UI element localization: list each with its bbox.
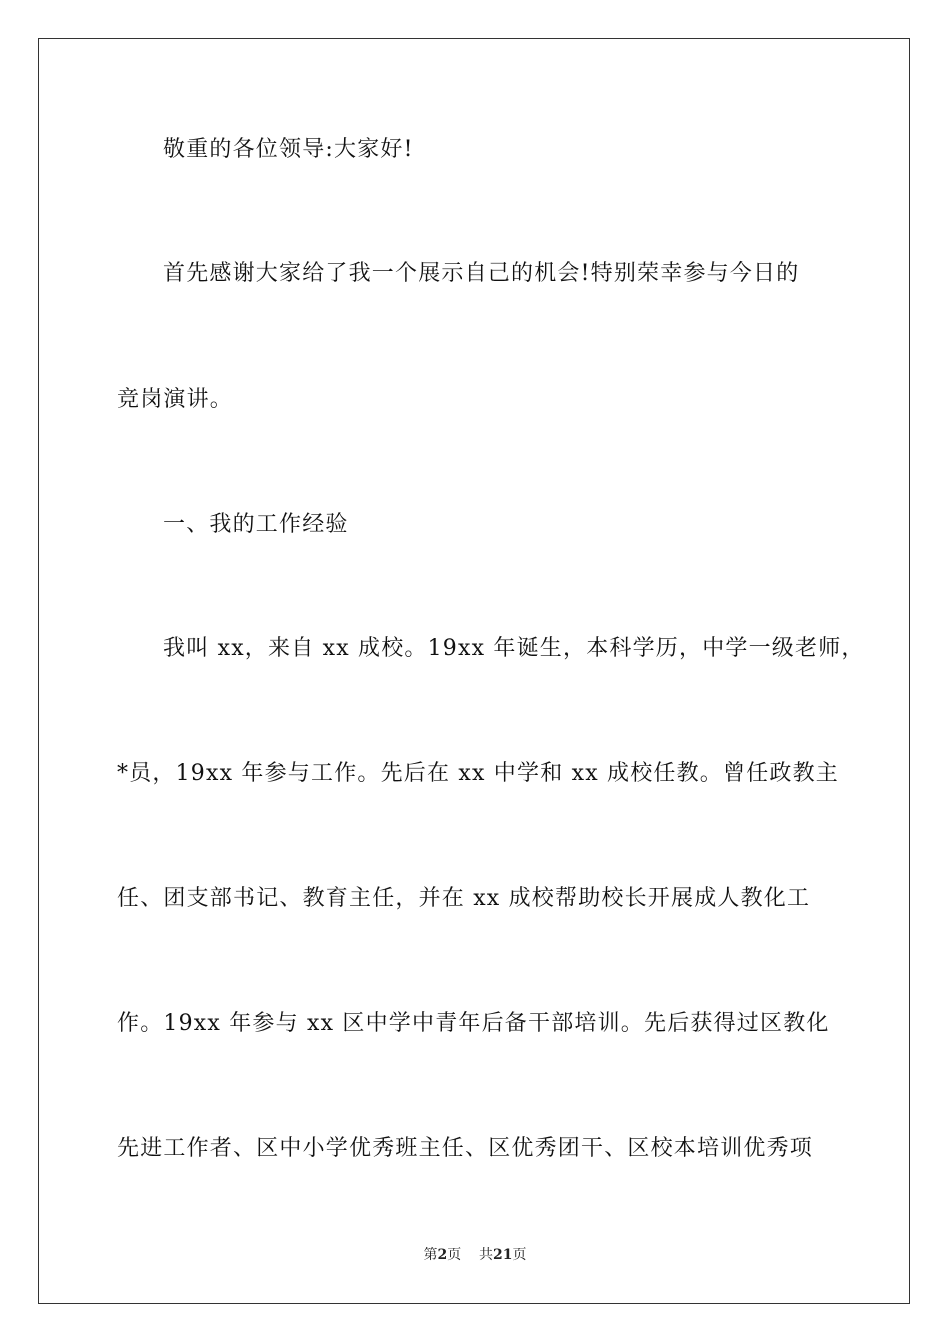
paragraph-line: 作。19xx 年参与 xx 区中学中青年后备干部培训。先后获得过区教化 bbox=[117, 1011, 830, 1036]
paragraph-line: 先进工作者、区中小学优秀班主任、区优秀团干、区校本培训优秀项 bbox=[117, 1136, 814, 1161]
page-footer bbox=[0, 1245, 950, 1265]
total-page-number: 21 bbox=[493, 1247, 513, 1263]
paragraph-line: 首先感谢大家给了我一个展示自己的机会!特别荣幸参与今日的 bbox=[163, 261, 800, 286]
current-page-number: 2 bbox=[437, 1247, 448, 1263]
page-suffix: 页 bbox=[447, 1247, 462, 1263]
total-suffix: 页 bbox=[512, 1247, 527, 1263]
paragraph-line: *员，19xx 年参与工作。先后在 xx 中学和 xx 成校任教。曾任政教主 bbox=[117, 761, 840, 786]
page-prefix: 第 bbox=[423, 1247, 438, 1263]
paragraph-line: 任、团支部书记、教育主任，并在 xx 成校帮助校长开展成人教化工 bbox=[117, 886, 811, 911]
paragraph-line: 竞岗演讲。 bbox=[117, 387, 234, 412]
greeting-line: 敬重的各位领导:大家好! bbox=[163, 137, 414, 162]
paragraph-line: 我叫 xx，来自 xx 成校。19xx 年诞生，本科学历，中学一级老师， bbox=[163, 636, 865, 661]
section-heading: 一、我的工作经验 bbox=[163, 512, 349, 537]
total-prefix: 共 bbox=[479, 1247, 494, 1263]
page-frame bbox=[38, 38, 910, 1304]
